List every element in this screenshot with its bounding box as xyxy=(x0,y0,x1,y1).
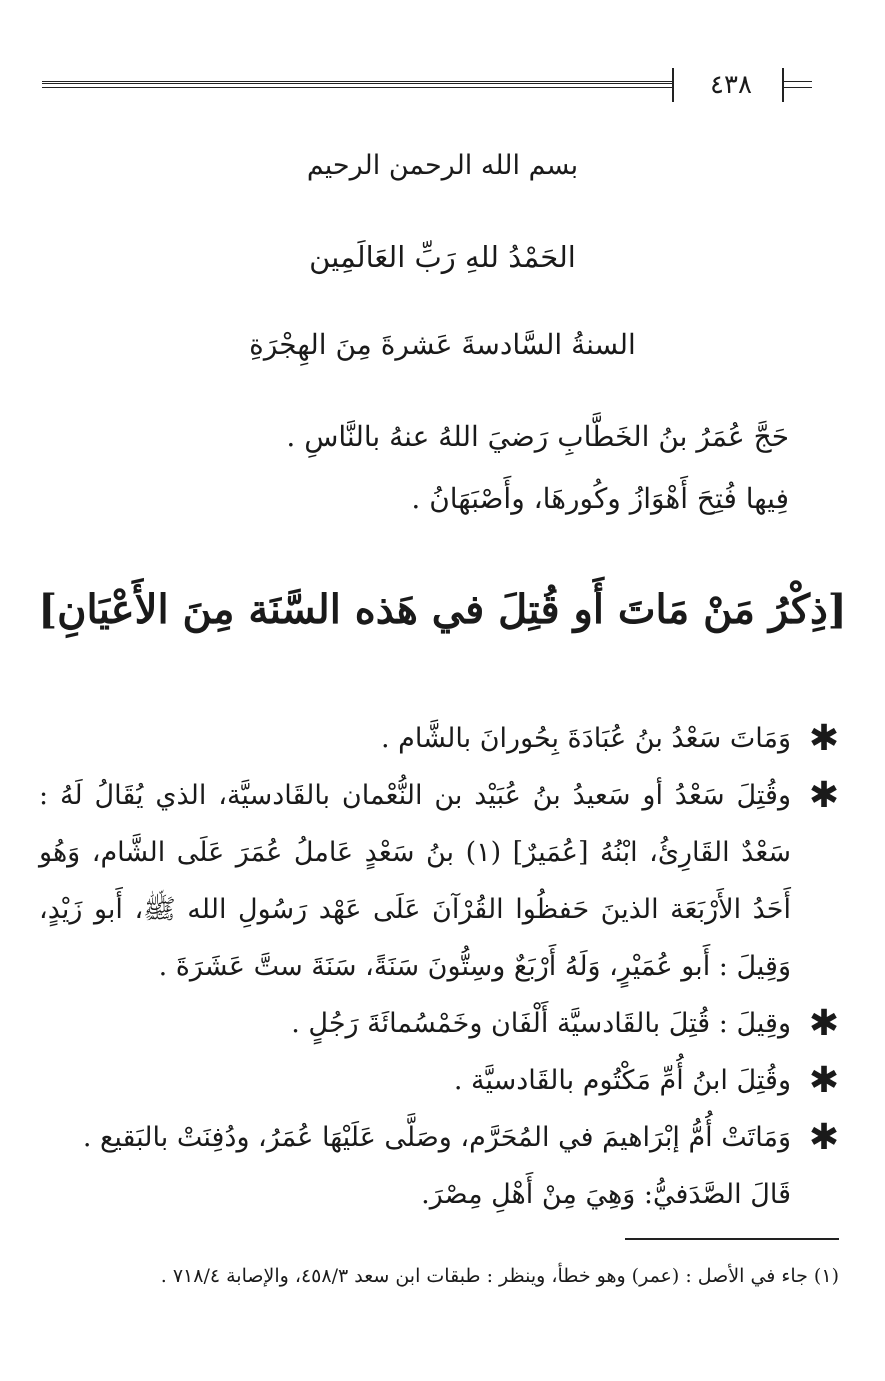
year-title: السنةُ السَّادسةَ عَشرةَ مِنَ الهِجْرَةِ xyxy=(249,328,636,361)
asterisk-icon: ✱ xyxy=(808,1117,839,1158)
basmala: بسم الله الرحمن الرحيم xyxy=(306,150,579,181)
asterisk-icon: ✱ xyxy=(808,1003,839,1044)
page-header xyxy=(42,68,812,102)
header-bar-left xyxy=(672,68,674,102)
intro-line: حَجَّ عُمَرُ بنُ الخَطَّابِ رَضيَ اللهُ عنهُ بالنَّاسِ . xyxy=(286,420,789,453)
intro-line: فِيها فُتِحَ أَهْوَازُ وكُورهَا، وأَصْبَهَانُ . xyxy=(411,482,789,515)
entry-text: وَمَاتَتْ أُمُّ إبْرَاهيمَ في المُحَرَّم، وصَلَّى عَلَيْهَا عُمَرُ، ودُفِنَتْ بالبَقيع . xyxy=(82,1122,791,1153)
list-item xyxy=(39,995,839,1052)
page-number: ٤٣٨ xyxy=(710,70,752,100)
asterisk-icon: ✱ xyxy=(808,775,839,816)
list-item xyxy=(39,1109,839,1166)
entry-continuation: قَالَ الصَّدَفيُّ: وَهِيَ مِنْ أَهْلِ مِصْرَ. xyxy=(421,1179,791,1210)
header-rule-short xyxy=(784,81,812,88)
entry-text: وقِيلَ : قُتِلَ بالقَادسيَّة أَلْفَان وخَمْسُمائَةَ رَجُلٍ . xyxy=(291,1008,791,1039)
entry-text: وَمَاتَ سَعْدُ بنُ عُبَادَةَ بِحُورانَ بالشَّام . xyxy=(380,723,791,754)
asterisk-icon: ✱ xyxy=(808,1060,839,1101)
section-heading: [ذِكْرُ مَنْ مَاتَ أَو قُتِلَ في هَذه السَّنَة مِنَ الأَعْيَانِ] xyxy=(38,586,847,633)
entries-list xyxy=(39,710,839,1223)
list-item xyxy=(39,1052,839,1109)
entry-text: وقُتِلَ سَعْدُ أو سَعيدُ بنُ عُبَيْد بن النُّعْمان بالقَادسيَّة، الذي يُقَالُ لَهُ : سَعْدٌ القَارِئُ، ابْنُهُ [عُمَيرٌ] (١) بنُ سَعْدٍ عَاملُ عُمَرَ عَلَى الشَّام، وَهُو أَحَدُ الأَرْبَعَة الذينَ حَفظُوا القُرْآنَ عَلَى عَهْد رَسُولِ الله ﷺ، أَبو زَيْدٍ، وَقِيلَ : أَبو عُمَيْرٍ، وَلَهُ أَرْبَعٌ وسِتُّونَ سَنَةً، سَنَةَ ستَّ عَشَرَةَ . xyxy=(39,780,791,982)
list-item xyxy=(39,710,839,767)
footnote-rule xyxy=(625,1238,839,1240)
hamd-line: الحَمْدُ للهِ رَبِّ العَالَمِين xyxy=(309,240,576,274)
entry-text: وقُتِلَ ابنُ أُمِّ مَكْتُوم بالقَادسيَّة . xyxy=(453,1065,791,1096)
footnote: (١) جاء في الأصل : (عمر) وهو خطأ، وينظر : طبقات ابن سعد ٤٥٨/٣، والإصابة ٧١٨/٤ . xyxy=(160,1265,839,1287)
header-rule xyxy=(42,81,672,88)
asterisk-icon: ✱ xyxy=(808,718,839,759)
list-item xyxy=(39,767,839,995)
